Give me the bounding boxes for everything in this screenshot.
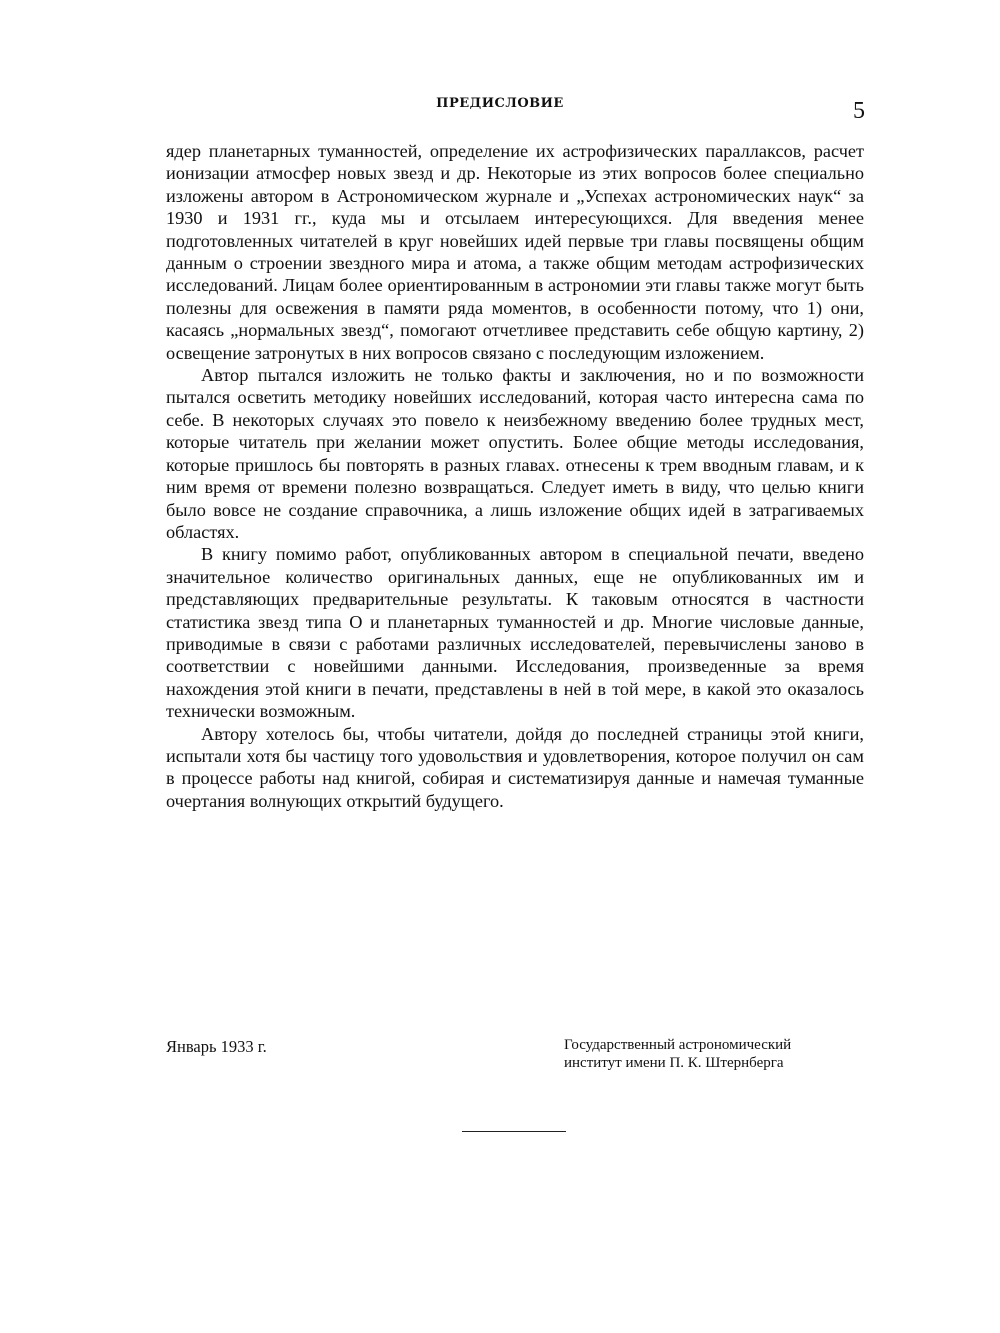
institute-line-1: Государственный астрономический: [564, 1037, 792, 1053]
preface-date: Январь 1933 г.: [166, 1037, 267, 1056]
preface-body: [166, 140, 864, 812]
running-title: ПРЕДИСЛОВИЕ: [436, 96, 564, 111]
page-number: 5: [853, 98, 865, 124]
institute-signature: [564, 1036, 864, 1072]
institute-line-2: институт имени П. К. Штернберга: [564, 1055, 784, 1071]
paragraph-closing-wish: Автору хотелось бы, чтобы читатели, дойдя до последней страницы этой книги, испытали хотя бы частицу того удовольствия и удовлетворения, которое получил он сам в процессе работы над книгой, собирая и систематизируя данные и намечая туманные очертания волнующих открытий будущего.: [166, 723, 864, 811]
end-divider-line: [462, 1131, 566, 1132]
paragraph-original-data: В книгу помимо работ, опубликованных автором в специальной печати, введено значительное количество оригинальных данных, еще не опубликованных им и представляющих предварительные результаты. К таковым относятся в частности статистика звезд типа О и планетарных туманностей и др. Многие числовые данные, приводимые в связи с работами различных исследователей, перевычислены заново в соответствии с новейшими данными. Исследования, произведенные за время нахождения этой книги в печати, представлены в ней в той мере, в какой это оказалось технически возможным.: [166, 544, 864, 722]
paragraph-methods: Автор пытался изложить не только факты и заключения, но и по возможности пытался осветить методику новейших исследований, которая часто интересна сама по себе. В некоторых случаях это повело к неизбежному введению более трудных мест, которые читатель при желании может опустить. Более общие методы исследования, которые пришлось бы повторять в разных главах. отнесены к трем вводным главам, и к ним время от времени полезно возвращаться. Следует иметь в виду, что целью книги было вовсе не создание справочника, а лишь изложение общих идей в затрагиваемых областях.: [166, 365, 864, 542]
paragraph-continuation: ядер планетарных туманностей, определение их астрофизических параллаксов, расчет ионизации атмосфер новых звезд и др. Некоторые из этих вопросов более специально изложены автором в Астрономическом журнале и „Успехах астрономических наук“ за 1930 и 1931 гг., куда мы и отсылаем интересующихся. Для введения менее подготовленных читателей в круг новейших идей первые три главы посвящены общим данным о строении звездного мира и атома, а также общим методам астрофизических исследований. Лицам более ориентированным в астрономии эти главы также могут быть полезны для освежения в памяти ряда моментов, в особенности потому, что 1) они, касаясь „нормальных звезд“, помогают отчетливее представить себе общую картину, 2) освещение затронутых в них вопросов связано с последующим изложением.: [166, 141, 864, 363]
